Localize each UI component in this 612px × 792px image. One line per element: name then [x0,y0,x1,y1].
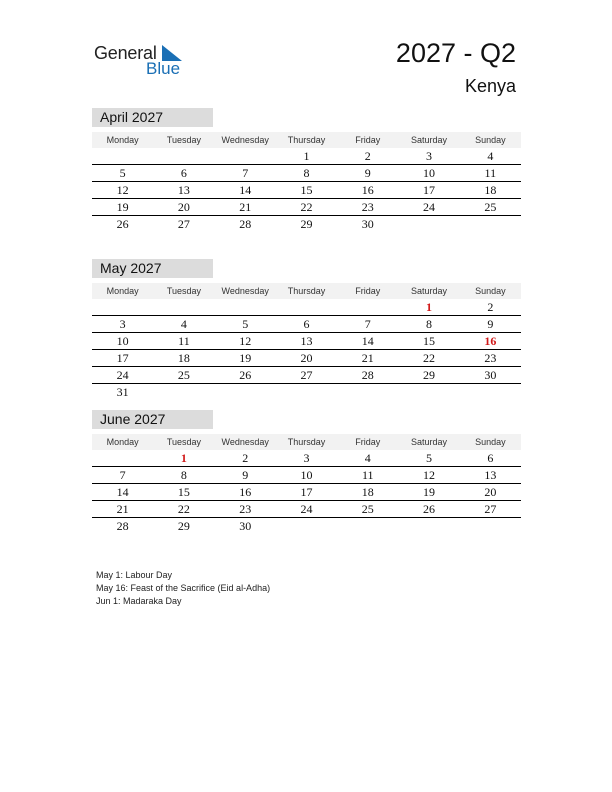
day-cell: 28 [239,217,252,231]
weekday-label: Friday [355,286,381,296]
day-cell: 2 [242,451,249,465]
week-row [92,182,521,199]
day-cell: 8 [180,468,187,482]
day-cell: 2 [487,300,494,314]
weekday-label: Sunday [475,286,506,296]
day-cell: 9 [364,166,371,180]
day-cell: 27 [484,502,497,516]
day-cell: 20 [484,485,497,499]
day-cell: 8 [426,317,433,331]
week-row [92,148,521,165]
day-cell: 21 [239,200,252,214]
day-cell: 19 [116,200,129,214]
day-cell: 26 [423,502,436,516]
weekday-header-row [92,132,521,148]
day-cell: 23 [239,502,252,516]
day-cell: 28 [116,519,129,533]
day-cell [215,384,276,400]
day-cell: 29 [300,217,313,231]
day-cell: 15 [300,183,313,197]
weekday-label: Thursday [287,437,326,447]
week-row [92,501,521,518]
week-row [92,518,521,534]
holiday-note: Jun 1: Madaraka Day [96,596,182,606]
day-cell: 10 [116,334,129,348]
day-cell: 25 [361,502,374,516]
day-cell: 17 [423,183,436,197]
day-cell [215,148,276,164]
logo [94,40,194,80]
week-row [92,199,521,216]
day-cell: 25 [177,368,190,382]
day-cell [398,216,459,232]
day-cell: 13 [300,334,313,348]
month-april [92,108,521,232]
day-cell: 16 [361,183,374,197]
page-title: 2027 - Q2 [395,38,516,68]
day-cell: 7 [242,166,249,180]
weekday-label: Saturday [411,286,448,296]
day-cell: 23 [484,351,497,365]
week-row [92,316,521,333]
day-cell [460,384,521,400]
week-row [92,384,521,400]
day-cell [460,216,521,232]
day-cell: 22 [423,351,436,365]
day-cell [153,299,214,315]
day-cell: 12 [239,334,252,348]
day-cell [153,148,214,164]
day-cell: 20 [300,351,313,365]
day-cell: 12 [116,183,129,197]
week-row [92,367,521,384]
day-cell [276,518,337,534]
day-cell: 29 [423,368,436,382]
day-cell: 2 [364,149,371,163]
day-cell: 9 [242,468,249,482]
day-cell [92,148,153,164]
day-cell: 9 [487,317,494,331]
day-cell [153,384,214,400]
day-cell: 24 [116,368,129,382]
day-cell: 5 [426,451,433,465]
month-label: April 2027 [92,108,213,127]
day-cell: 11 [178,334,190,348]
day-cell: 27 [300,368,313,382]
day-cell: 29 [177,519,190,533]
day-cell: 20 [177,200,190,214]
day-cell: 14 [116,485,129,499]
weekday-label: Saturday [411,135,448,145]
weekday-label: Friday [355,135,381,145]
day-cell: 24 [423,200,436,214]
day-cell: 28 [361,368,374,382]
weekday-label: Wednesday [221,437,269,447]
day-cell: 24 [300,502,313,516]
weekday-label: Monday [106,437,139,447]
day-cell [337,299,398,315]
logo-blue-text: Blue [146,59,181,78]
day-cell [460,518,521,534]
day-cell: 3 [119,317,126,331]
day-cell: 21 [361,351,374,365]
holiday-note: May 1: Labour Day [96,570,173,580]
weekday-label: Saturday [411,437,448,447]
country-name: Kenya [464,76,516,96]
day-cell: 8 [303,166,310,180]
day-cell: 6 [487,451,494,465]
week-row [92,467,521,484]
day-cell [398,384,459,400]
weekday-label: Wednesday [221,135,269,145]
weekday-header-row [92,434,521,450]
day-cell: 4 [180,317,187,331]
day-cell: 16 [239,485,252,499]
day-cell: 19 [239,351,252,365]
month-label: May 2027 [92,259,213,278]
day-cell: 7 [119,468,126,482]
day-cell: 23 [361,200,374,214]
day-cell: 18 [177,351,190,365]
day-cell: 14 [361,334,374,348]
day-cell: 11 [484,166,497,180]
day-cell: 15 [177,485,190,499]
day-cell: 17 [300,485,313,499]
day-cell: 6 [303,317,310,331]
holiday-notes [96,569,270,608]
day-cell [92,299,153,315]
logo-general-text: General [94,43,157,63]
day-cell: 18 [361,485,374,499]
day-cell [276,384,337,400]
day-cell: 14 [239,183,252,197]
day-cell: 31 [116,385,129,399]
day-cell: 19 [423,485,436,499]
day-cell: 4 [364,451,371,465]
day-cell: 7 [364,317,371,331]
day-cell: 15 [423,334,436,348]
day-cell [276,299,337,315]
day-cell: 22 [300,200,313,214]
day-cell: 3 [426,149,433,163]
day-cell [215,299,276,315]
weekday-label: Sunday [475,437,506,447]
week-row [92,333,521,350]
weekday-label: Tuesday [166,135,202,145]
day-cell: 5 [242,317,249,331]
day-cell: 1 [303,149,310,163]
weekday-header-row [92,283,521,299]
day-cell: 30 [239,519,252,533]
day-cell: 18 [484,183,497,197]
week-row [92,216,521,232]
day-cell: 16 [484,334,497,348]
month-may [92,259,521,400]
day-cell: 30 [484,368,497,382]
week-row [92,299,521,316]
day-cell: 26 [116,217,129,231]
week-row [92,450,521,467]
weekday-label: Friday [355,437,381,447]
weekday-label: Tuesday [166,286,202,296]
day-cell: 13 [177,183,190,197]
weekday-label: Thursday [287,135,326,145]
day-cell: 13 [484,468,497,482]
weekday-label: Sunday [475,135,506,145]
weekday-label: Thursday [287,286,326,296]
day-cell: 22 [177,502,190,516]
day-cell: 17 [116,351,129,365]
weekday-label: Wednesday [221,286,269,296]
day-cell: 1 [180,451,187,465]
day-cell: 11 [361,468,374,482]
day-cell: 6 [180,166,187,180]
weekday-label: Tuesday [166,437,202,447]
day-cell [337,384,398,400]
day-cell: 30 [361,217,374,231]
day-cell: 25 [484,200,497,214]
day-cell: 10 [300,468,313,482]
day-cell: 12 [423,468,436,482]
day-cell: 5 [119,166,126,180]
day-cell: 26 [239,368,252,382]
day-cell: 3 [303,451,310,465]
day-cell: 1 [426,300,433,314]
week-row [92,350,521,367]
day-cell: 4 [487,149,494,163]
week-row [92,165,521,182]
week-row [92,484,521,501]
day-cell [92,450,153,466]
weekday-label: Monday [106,286,139,296]
day-cell: 27 [177,217,190,231]
holiday-note: May 16: Feast of the Sacrifice (Eid al-Adha) [96,583,271,593]
weekday-label: Monday [106,135,139,145]
day-cell: 10 [423,166,436,180]
day-cell [337,518,398,534]
day-cell: 21 [116,502,129,516]
month-label: June 2027 [92,410,213,429]
month-june [92,410,521,534]
day-cell [398,518,459,534]
